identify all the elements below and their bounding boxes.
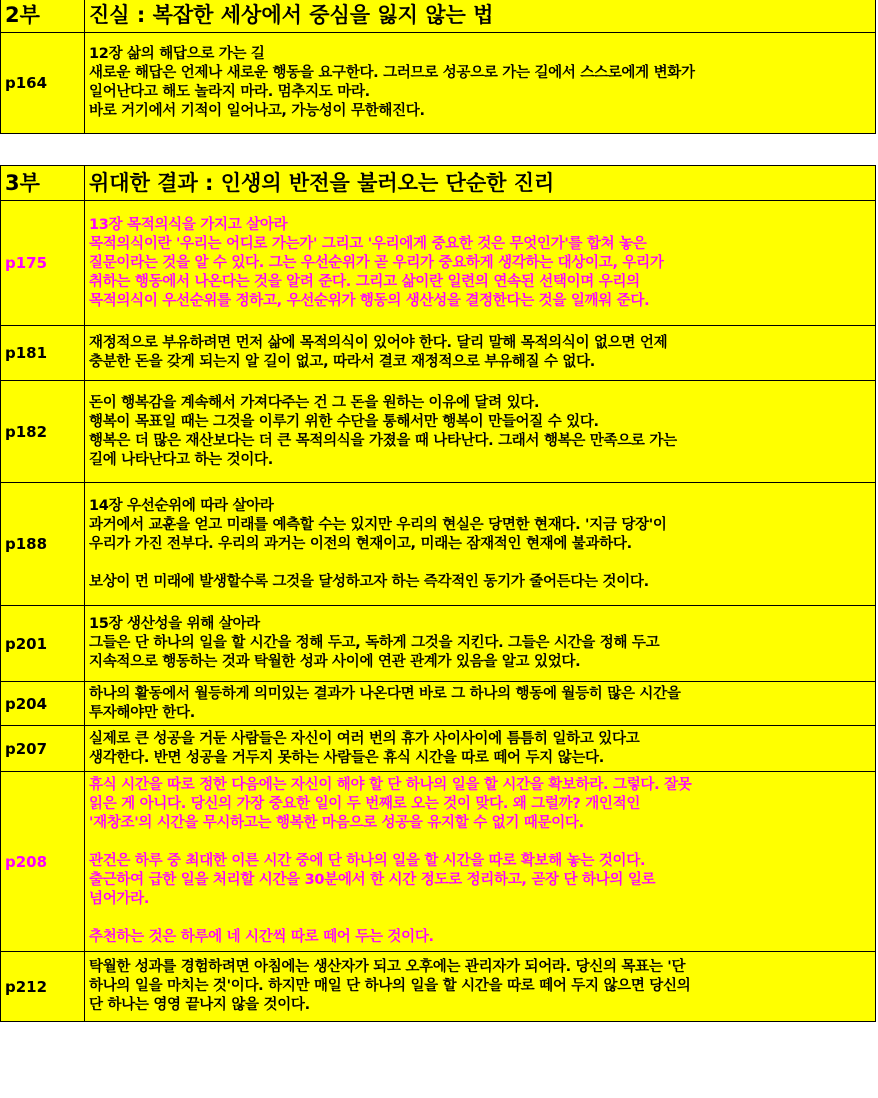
part3-table — [0, 165, 876, 1022]
note-text: 12장 삶의 해답으로 가는 길 새로운 해답은 언제나 새로운 행동을 요구한다. 그러므로 성공으로 가는 길에서 스스로에게 변화가 일어난다고 해도 놀라지 마라. 멈추지도 마라. 바로 거기에서 기적이 일어나고, 가능성이 무한해진다. — [85, 33, 876, 134]
part-title: 진실 : 복잡한 세상에서 중심을 잃지 않는 법 — [85, 0, 876, 33]
table-row — [1, 726, 876, 772]
page-number: p212 — [1, 952, 85, 1022]
table-row — [1, 326, 876, 381]
page-number: p175 — [1, 201, 85, 326]
table-row — [1, 201, 876, 326]
table-row — [1, 33, 876, 134]
note-text: 15장 생산성을 위해 살아라 그들은 단 하나의 일을 할 시간을 정해 두고, 독하게 그것을 지킨다. 그들은 시간을 정해 두고 지속적으로 행동하는 것과 탁월한 성과 사이에 연관 관계가 있음을 알고 있었다. — [85, 606, 876, 682]
table-row — [1, 381, 876, 483]
table-row — [1, 682, 876, 726]
note-text: 탁월한 성과를 경험하려면 아침에는 생산자가 되고 오후에는 관리자가 되어라. 당신의 목표는 '단 하나의 일을 마치는 것'이다. 하지만 매일 단 하나의 일을 할 시간을 따로 떼어 두지 않으면 당신의 단 하나는 영영 끝나지 않을 것이다. — [85, 952, 876, 1022]
part-label: 2부 — [1, 0, 85, 33]
part-label: 3부 — [1, 166, 85, 201]
part3-header-row — [1, 166, 876, 201]
note-text: 14장 우선순위에 따라 살아라 과거에서 교훈을 얻고 미래를 예측할 수는 있지만 우리의 현실은 당면한 현재다. '지금 당장'이 우리가 가진 전부다. 우리의 과거는 이전의 현재이고, 미래는 잠재적인 현재에 불과하다. 보상이 먼 미래에 발생할수록 그것을 달성하고자 하는 즉각적인 동기가 줄어든다는 것이다. — [85, 483, 876, 606]
page-number: p208 — [1, 772, 85, 952]
page-number: p188 — [1, 483, 85, 606]
page-number: p164 — [1, 33, 85, 134]
table-row — [1, 772, 876, 952]
page-number: p181 — [1, 326, 85, 381]
part-title: 위대한 결과 : 인생의 반전을 불러오는 단순한 진리 — [85, 166, 876, 201]
table-row — [1, 483, 876, 606]
page-number: p207 — [1, 726, 85, 772]
note-text: 하나의 활동에서 월등하게 의미있는 결과가 나온다면 바로 그 하나의 행동에 월등히 많은 시간을 투자해야만 한다. — [85, 682, 876, 726]
note-text: 13장 목적의식을 가지고 살아라 목적의식이란 '우리는 어디로 가는가' 그리고 '우리에게 중요한 것은 무엇인가'를 합쳐 놓은 질문이라는 것을 알 수 있다. 그는 우선순위가 곧 우리가 중요하게 생각하는 대상이고, 우리가 취하는 행동에서 나온다는 것을 알려 준다. 그리고 삶이란 일련의 연속된 선택이며 우리의 목적의식이 우선순위를 정하고, 우선순위가 행동의 생산성을 결정한다는 것을 일깨워 준다. — [85, 201, 876, 326]
part2-table — [0, 0, 876, 134]
page-number: p204 — [1, 682, 85, 726]
table-row — [1, 606, 876, 682]
note-text: 실제로 큰 성공을 거둔 사람들은 자신이 여러 번의 휴가 사이사이에 틈틈히 일하고 있다고 생각한다. 반면 성공을 거두지 못하는 사람들은 휴식 시간을 따로 떼어 두지 않는다. — [85, 726, 876, 772]
note-text: 휴식 시간을 따로 정한 다음에는 자신이 해야 할 단 하나의 일을 할 시간을 확보하라. 그렇다. 잘못 읽은 게 아니다. 당신의 가장 중요한 일이 두 번째로 오는 것이 맞다. 왜 그럴까? 개인적인 '재창조'의 시간을 무시하고는 행복한 마음으로 성공을 유지할 수 없기 때문이다. 관건은 하루 중 최대한 이른 시간 중에 단 하나의 일을 할 시간을 따로 확보해 놓는 것이다. 출근하여 급한 일을 처리할 시간을 30분에서 한 시간 정도로 정리하고, 곧장 단 하나의 일로 넘어가라. 추천하는 것은 하루에 네 시간씩 따로 떼어 두는 것이다. — [85, 772, 876, 952]
note-text: 재정적으로 부유하려면 먼저 삶에 목적의식이 있어야 한다. 달리 말해 목적의식이 없으면 언제 충분한 돈을 갖게 되는지 알 길이 없고, 따라서 결코 재정적으로 부유해질 수 없다. — [85, 326, 876, 381]
note-text: 돈이 행복감을 계속해서 가져다주는 건 그 돈을 원하는 이유에 달려 있다. 행복이 목표일 때는 그것을 이루기 위한 수단을 통해서만 행복이 만들어질 수 있다. 행복은 더 많은 재산보다는 더 큰 목적의식을 가졌을 때 나타난다. 그래서 행복은 만족으로 가는 길에 나타난다고 하는 것이다. — [85, 381, 876, 483]
page-number: p182 — [1, 381, 85, 483]
page-number: p201 — [1, 606, 85, 682]
part2-header-row — [1, 0, 876, 33]
table-row — [1, 952, 876, 1022]
